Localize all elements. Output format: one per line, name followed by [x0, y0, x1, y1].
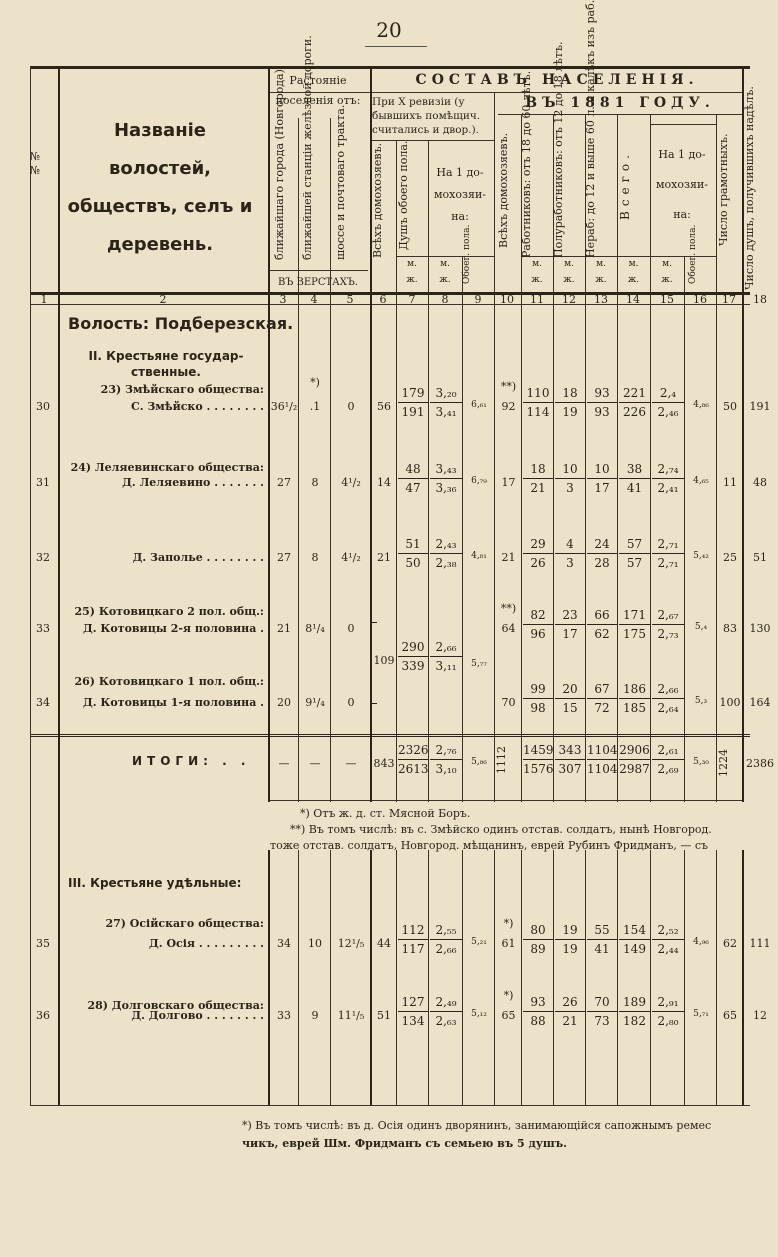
male-label: м. — [662, 259, 672, 269]
col9-header: Обоег. пола. — [462, 224, 472, 284]
revision-group-title — [372, 95, 494, 137]
col17-value: 50 — [723, 400, 737, 413]
distance-city: 34 — [277, 937, 291, 950]
col17-value: 25 — [723, 551, 737, 564]
col15-line-2: мохозяи- — [656, 178, 708, 191]
table-top-rule — [30, 66, 750, 69]
col10-value: 61 — [501, 937, 516, 950]
totals-col13: 1104 1104 — [587, 743, 618, 776]
col7-value: 127 134 — [398, 996, 428, 1027]
footnote-asterisk: *) Отъ ж. д. ст. Мясной Боръ. — [300, 807, 471, 820]
column-number: 17 — [722, 293, 736, 306]
revision-line-1: При X ревизіи (у — [372, 96, 465, 108]
society-name: 26) Котовицкаго 1 пол. общ.: — [74, 675, 264, 688]
name-title-line-3: деревень. — [106, 234, 214, 255]
totals-col8: 2,₇₆ 3,₁₀ — [430, 744, 462, 775]
col8-header — [428, 162, 492, 228]
female-label: ж. — [627, 275, 640, 285]
col8-value: 2,₄₉ 2,₆₃ — [430, 996, 462, 1027]
totals-col11: 1459 1576 — [523, 743, 554, 776]
distance-road-header: шоссе и почтоваго тракта. — [334, 104, 347, 260]
col17-value: 62 — [723, 937, 737, 950]
col14-value: 154 149 — [619, 924, 650, 955]
section2-line-1: II. Крестьяне государ- — [88, 349, 244, 363]
totals-col7: 2326 2613 — [398, 743, 429, 776]
col6-header: Всѣхъ домохозяевъ. — [371, 142, 384, 258]
totals-col17: 1224 — [717, 749, 730, 777]
col6-value: 21 — [377, 551, 391, 564]
totals-col18: 2386 — [746, 757, 774, 770]
distance-rail: 9¹/₄ — [305, 696, 325, 709]
column-number: 11 — [530, 293, 544, 306]
col16-value: 5,₄ — [694, 622, 708, 632]
col11-value: 29 26 — [523, 538, 553, 569]
col15-value: 2,₆₆ 2,₆₄ — [652, 683, 684, 714]
col16-value: 5,₃ — [694, 696, 708, 706]
society-name: 28) Долговскаго общества: — [87, 999, 264, 1012]
name-column-title — [60, 112, 260, 264]
year-group-title: ВЪ 1881 ГОДУ. — [525, 95, 715, 111]
column-rule — [684, 256, 685, 1105]
distance-city: 27 — [277, 551, 291, 564]
col9-value: 6,₇₉ — [471, 476, 487, 486]
column-rule — [298, 118, 299, 1105]
col7-header: Душъ обоего пола. — [397, 140, 410, 250]
col18-value: 164 — [749, 696, 771, 709]
distance-rail: .1 — [309, 400, 321, 413]
col10-value: 64 — [501, 622, 516, 635]
col12-value: 4 3 — [555, 538, 585, 569]
col17-value: 65 — [723, 1009, 737, 1022]
col8-value: 2,₅₅ 2,₆₆ — [430, 924, 462, 955]
merged-col8-value: 2,₆₆ 3,₁₁ — [430, 641, 462, 672]
col15-line-1: На 1 до- — [658, 148, 706, 161]
col14-value: 221 226 — [619, 387, 650, 418]
distance-road: 4¹/₂ — [341, 476, 361, 489]
col14-value: 189 182 — [619, 996, 650, 1027]
column-number: 7 — [408, 293, 416, 306]
col16-header: Обоег. пола. — [688, 224, 698, 284]
female-label: ж. — [563, 275, 575, 285]
year-rule — [498, 114, 742, 115]
footnote2-line-2: чикъ, еврей Шм. Фридманъ съ семьею въ 5 душъ. — [242, 1137, 567, 1150]
col7-value: 48 47 — [398, 463, 428, 494]
col12-value: 23 17 — [555, 609, 585, 640]
col9-value: 6,₆₁ — [471, 400, 487, 410]
page-number-rule — [365, 46, 427, 47]
col15-rule — [650, 124, 716, 125]
col16-value: 4,₆₅ — [693, 476, 709, 486]
totals-rail: — — [309, 757, 321, 770]
col14-value: 171 175 — [619, 609, 650, 640]
col6-value: 56 — [377, 400, 391, 413]
totals-label: ИТОГИ: . . — [132, 754, 251, 768]
col6-value: 14 — [377, 476, 391, 489]
col13-value: 55 41 — [587, 924, 617, 955]
col11-header: Работниковъ: отъ 18 до 60 лѣтъ. — [520, 70, 533, 258]
col15-value: 2,₆₇ 2,₇₃ — [652, 609, 684, 640]
col6-value: 51 — [377, 1009, 391, 1022]
col15-header — [650, 140, 714, 230]
col15-value: 2,₄ 2,₄₆ — [652, 387, 684, 418]
settlement-name: Д. Осія . . . . . . . . . — [149, 937, 264, 950]
distance-group-line-1: Растояніе — [289, 74, 347, 87]
volost-title: Волость: Подберезская. — [68, 314, 294, 333]
page-number: 20 — [376, 18, 402, 42]
settlement-name: Д. Леляевино . . . . . . . — [122, 476, 264, 489]
col10-note: *) — [503, 989, 514, 1002]
male-label: м. — [564, 259, 574, 269]
female-label: ж. — [595, 275, 607, 285]
totals-top-rule — [30, 734, 750, 737]
merged-col7-value: 290 339 — [398, 641, 428, 672]
column-number: 12 — [562, 293, 576, 306]
table-bottom-rule — [30, 1105, 750, 1106]
settlement-name: С. Змѣйско . . . . . . . . — [130, 400, 264, 413]
col17-header: Число грамотныхъ. — [717, 133, 730, 247]
distance-city: 33 — [277, 1009, 291, 1022]
row-number: 36 — [36, 1009, 50, 1022]
distance-city: 27 — [277, 476, 291, 489]
col18-value: 12 — [753, 1009, 767, 1022]
row-number: 32 — [36, 551, 50, 564]
col16-value: 5,₄₂ — [693, 551, 709, 561]
society-name: 27) Осійскаго общества: — [105, 917, 264, 930]
distance-unit: ВЪ ВЕРСТАХЪ. — [278, 277, 358, 288]
column-number: 10 — [500, 293, 514, 306]
distance-rail: 8 — [311, 476, 319, 489]
distance-road: 0 — [347, 696, 355, 709]
column-number: 14 — [626, 293, 640, 306]
distance-road: 4¹/₂ — [341, 551, 361, 564]
column-number: 3 — [279, 293, 287, 306]
name-title-line-1: Названіе волостей, — [108, 120, 212, 179]
col10-value: 17 — [501, 476, 516, 489]
col12-value: 19 19 — [555, 924, 585, 955]
col12-value: 26 21 — [555, 996, 585, 1027]
column-rule — [268, 66, 270, 1105]
col8-line-1: На 1 до- — [436, 166, 484, 179]
settlement-name: Д. Долгово . . . . . . . . — [131, 1009, 264, 1022]
female-label: ж. — [406, 275, 418, 285]
totals-road: — — [345, 757, 357, 770]
distance-group-line-2: поселенія отъ: — [275, 94, 361, 107]
settlement-name: Д. Котовицы 1-я половина . — [82, 696, 264, 709]
distance-city: 21 — [277, 622, 291, 635]
col14-value: 38 41 — [619, 463, 650, 494]
column-rule — [462, 256, 463, 1105]
col16-value: 4,₈₆ — [693, 400, 709, 410]
totals-col14: 2906 2987 — [619, 743, 650, 776]
distance-road: 0 — [347, 400, 355, 413]
female-label: ж. — [531, 275, 543, 285]
col12-header: Полуработниковъ: отъ 12 до 18 лѣтъ. — [552, 41, 565, 258]
col11-value: 93 88 — [523, 996, 553, 1027]
col13-value: 10 17 — [587, 463, 617, 494]
col7-value: 112 117 — [398, 924, 428, 955]
column-number: 18 — [753, 293, 767, 306]
col10-value: 92 — [501, 400, 516, 413]
female-label: ж. — [439, 275, 451, 285]
col13-value: 67 72 — [587, 683, 617, 714]
footnote-double-asterisk: **) Въ томъ числѣ: въ с. Змѣйско одинъ отстав. солдатъ, нынѣ Новгород. — [290, 823, 712, 836]
col15-line-3: на: — [673, 208, 691, 221]
column-rule — [330, 118, 331, 1105]
col8-value: 2,₄₃ 2,₃₈ — [430, 538, 462, 569]
col18-header: Число душъ, получившихъ надѣлъ. — [743, 86, 756, 290]
society-name: 25) Котовицкаго 2 пол. общ.: — [74, 605, 264, 618]
col12-value: 20 15 — [555, 683, 585, 714]
col11-value: 82 96 — [523, 609, 553, 640]
column-rule — [494, 92, 495, 1105]
totals-col12: 343 307 — [555, 744, 585, 775]
col14-value: 57 57 — [619, 538, 650, 569]
distance-rail-note: *) — [310, 376, 320, 389]
col9-value: 5,₂₁ — [471, 937, 487, 947]
distance-rail: 8 — [311, 551, 319, 564]
distance-rail: 8¹/₄ — [305, 622, 325, 635]
male-label: м. — [596, 259, 606, 269]
settlement-name: Д. Котовицы 2-я половина . — [82, 622, 264, 635]
col12-value: 10 3 — [555, 463, 585, 494]
col10-note: **) — [500, 602, 517, 615]
col10-value: 70 — [501, 696, 516, 709]
distance-city-header: ближайшаго города (Новгорода). — [273, 65, 286, 260]
col13-value: 70 73 — [587, 996, 617, 1027]
distance-rail: 10 — [308, 937, 322, 950]
col10-value: 21 — [501, 551, 516, 564]
col14-value: 186 185 — [619, 683, 650, 714]
settlement-name: Д. Заполье . . . . . . . . — [132, 551, 264, 564]
col16-value: 5,₇₁ — [693, 1009, 709, 1019]
totals-col15: 2,₆₁ 2,₆₉ — [652, 744, 684, 775]
column-number: 15 — [660, 293, 674, 306]
col10-header: Всѣхъ домохозяевъ. — [497, 132, 510, 248]
row-number: 33 — [36, 622, 50, 635]
totals-city: — — [278, 757, 290, 770]
revision-line-3: считались и двор.). — [372, 124, 480, 136]
footnote2-line-1: *) Въ томъ числѣ: въ д. Осія одинъ дворянинъ, занимающійся сапожнымъ ремес — [242, 1119, 712, 1132]
col15-value: 2,₅₂ 2,₄₄ — [652, 924, 684, 955]
column-number: 4 — [310, 293, 318, 306]
totals-col16: 5,₃₀ — [693, 757, 709, 767]
col15-value: 2,₉₁ 2,₈₀ — [652, 996, 684, 1027]
col11-value: 80 89 — [523, 924, 553, 955]
mz-rule-1 — [396, 256, 494, 257]
col11-value: 99 98 — [523, 683, 553, 714]
column-number: 6 — [379, 293, 387, 306]
col18-value: 48 — [753, 476, 767, 489]
col17-value: 100 — [719, 696, 741, 709]
row-number: 35 — [36, 937, 50, 950]
col10-value: 65 — [501, 1009, 516, 1022]
name-title-line-2: обществъ, селъ и — [67, 196, 253, 217]
col15-value: 2,₇₄ 2,₄₁ — [652, 463, 684, 494]
distance-railway-header: ближайшей станціи желѣзной дороги. — [301, 35, 314, 260]
col10-note: **) — [500, 380, 517, 393]
col14-header: Всего. — [618, 150, 632, 220]
male-label: м. — [407, 259, 417, 269]
distance-rail: 9 — [311, 1009, 319, 1022]
col18-value: 130 — [749, 622, 771, 635]
col16-value: 4,₉₆ — [693, 937, 709, 947]
totals-col10: 1112 — [495, 746, 508, 774]
merged-bracket — [370, 622, 377, 704]
col13-value: 24 28 — [587, 538, 617, 569]
section-state-peasants — [70, 348, 262, 380]
column-number: 2 — [159, 293, 167, 306]
society-name: 24) Леляевинскаго общества: — [70, 461, 264, 474]
totals-col9: 5,₈₆ — [471, 757, 487, 767]
distance-road: 12¹/₅ — [337, 937, 365, 950]
distance-unit-rule — [268, 270, 368, 271]
section2-line-2: ственные. — [131, 365, 201, 379]
merged-col6-value: 109 — [373, 654, 395, 667]
col17-value: 83 — [723, 622, 737, 635]
col6-value: 44 — [377, 937, 391, 950]
col8-line-2: мохозяи- — [434, 188, 486, 201]
col8-value: 3,₄₃ 3,₃₆ — [430, 463, 462, 494]
footnote-continuation: тоже отстав. солдатъ, Новгород. мѣщанинъ, еврей Рубинъ Фридманъ, — съ — [270, 839, 709, 852]
col8-line-3: на: — [451, 210, 469, 223]
col7-value: 51 50 — [398, 538, 428, 569]
column-number: 13 — [594, 293, 608, 306]
distance-city: 36¹/₂ — [270, 400, 298, 413]
totals-col6: 843 — [373, 757, 395, 770]
column-number: 1 — [40, 293, 48, 306]
distance-road: 0 — [347, 622, 355, 635]
col8-value: 3,₂₀ 3,₄₁ — [430, 387, 462, 418]
column-number: 8 — [441, 293, 449, 306]
column-rule — [30, 66, 31, 1105]
col18-value: 111 — [749, 937, 771, 950]
row-number: 34 — [36, 696, 50, 709]
row-number: 30 — [36, 400, 50, 413]
col13-value: 93 93 — [587, 387, 617, 418]
population-group-title: СОСТАВЪ НАСЕЛЕНІЯ. — [415, 72, 699, 88]
society-name: 23) Змѣйскаго общества: — [100, 383, 264, 396]
column-number: 5 — [346, 293, 354, 306]
column-rule — [716, 114, 717, 1105]
column-number: 9 — [474, 293, 482, 306]
merged-col9-value: 5,₇₇ — [471, 659, 487, 669]
revision-line-2: бывшихъ помѣщич. — [372, 110, 481, 122]
col13-value: 66 62 — [587, 609, 617, 640]
male-label: м. — [440, 259, 450, 269]
col17-value: 11 — [723, 476, 737, 489]
col7-value: 179 191 — [398, 387, 428, 418]
totals-bottom-rule — [268, 800, 742, 801]
section-appanage-peasants: III. Крестьяне удѣльные: — [68, 876, 242, 890]
col9-value: 5,₁₂ — [471, 1009, 487, 1019]
distance-city: 20 — [277, 696, 291, 709]
male-label: м. — [532, 259, 542, 269]
col13-header: Нераб: до 12 и выше 60 л. и калѣкъ изъ раб. — [584, 0, 597, 258]
col10-note: *) — [503, 917, 514, 930]
col18-value: 51 — [753, 551, 767, 564]
col11-value: 110 114 — [523, 387, 553, 418]
col12-value: 18 19 — [555, 387, 585, 418]
distance-road: 11¹/₅ — [337, 1009, 365, 1022]
col9-value: 4,₈₁ — [471, 551, 487, 561]
row-number-mark: №№ — [29, 150, 41, 177]
female-label: ж. — [661, 275, 673, 285]
col18-value: 191 — [749, 400, 771, 413]
row-number: 31 — [36, 476, 50, 489]
col15-value: 2,₇₁ 2,₇₁ — [652, 538, 684, 569]
male-label: м. — [628, 259, 639, 269]
column-number: 16 — [693, 293, 707, 306]
col11-value: 18 21 — [523, 463, 553, 494]
